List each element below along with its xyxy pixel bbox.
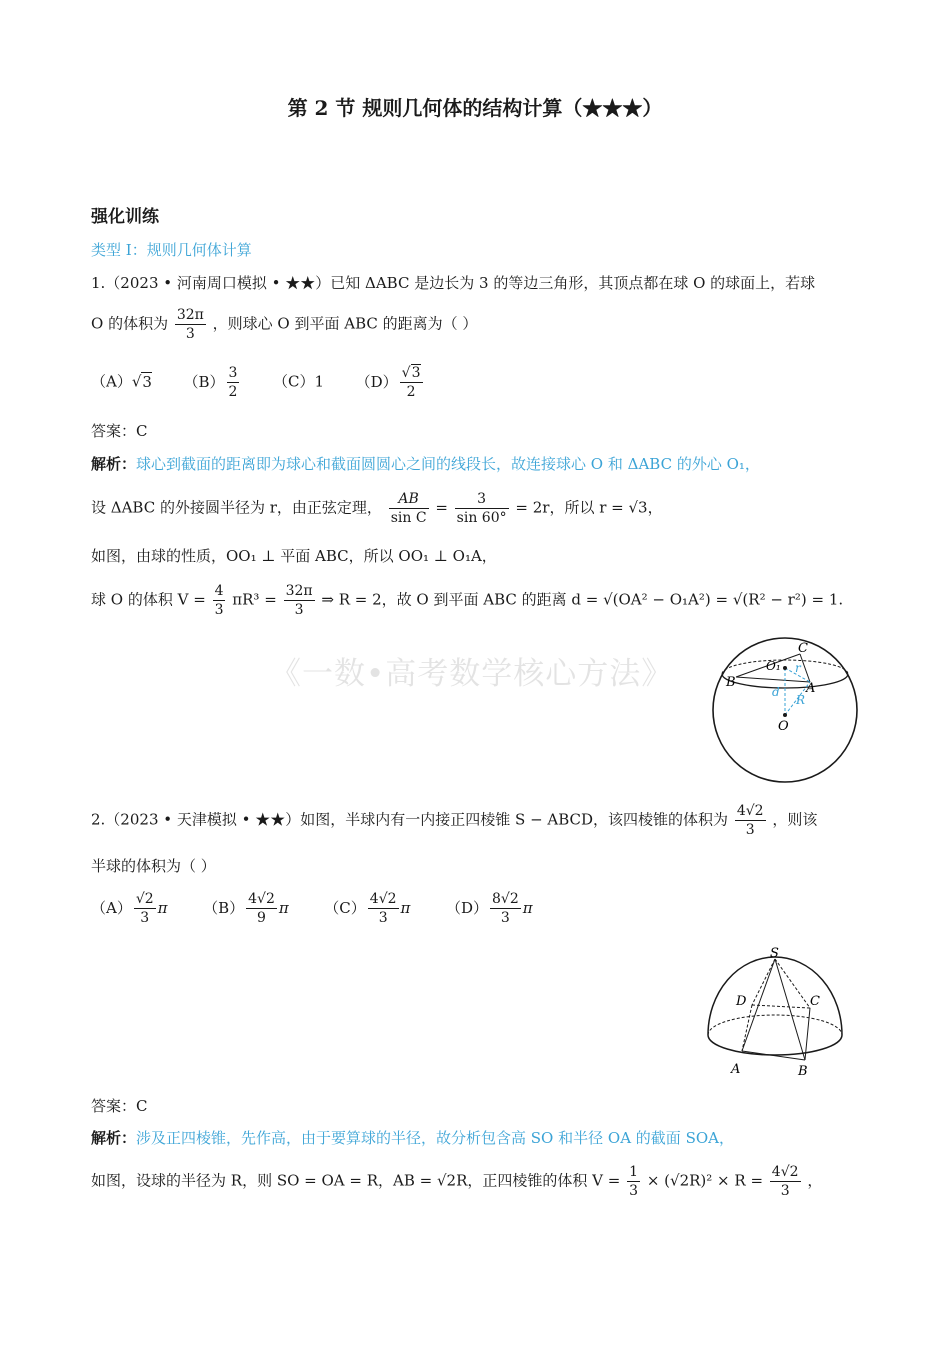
q2-stem-line2: 半球的体积为（ ） [91,857,216,875]
label-d: d [772,685,780,699]
edge-ba [736,677,810,682]
label-r: r [795,661,801,675]
q1-option-c[interactable]: （C）1 [273,372,325,391]
q2-analysis: 解析：涉及正四棱锥，先作高，由于要算球的半径，故分析包含高 SO 和半径 OA 的截面 SOA， [91,1129,734,1147]
q2-answer: 答案：C [91,1097,148,1115]
q2-option-b[interactable]: （B） $\frac{4√2}{9}$ π [203,891,289,926]
q2-step1: 如图，设球的半径为 R，则 SO = OA = R，AB = √2R，正四棱锥的体积 V = $\frac{1}{3}$ × (√2R)² × R = $\frac{4√2}{3}$ ， [91,1164,823,1199]
q1-stem-line2: O 的体积为 $\frac{32\pi}{3}$ ，则球心 O 到平面 ABC 的距离为（ ） [91,307,478,342]
q2-options [91,890,533,927]
label-a: A [806,681,816,696]
edge-sb [775,959,805,1060]
q1-option-a[interactable]: （A）√3 [91,372,152,391]
q1-option-b[interactable]: （B） $\frac{3}{2}$ [183,365,238,400]
edge-sc [775,959,810,1008]
edge-dc [752,1005,810,1008]
q1-stem-line1: 1.（2023 • 河南周口模拟 • ★★）已知 ΔABC 是边长为 3 的等边三角形，其顶点都在球 O 的球面上，若球 [91,274,816,292]
edge-ca [800,654,810,682]
q1-option-d[interactable]: （D） $\frac{√3}{2}$ [355,365,421,400]
watermark: 《一数•高考数学核心方法》 [270,656,674,692]
label-o1: O₁ [766,659,781,673]
label-b: B [726,675,736,690]
label-b: B [798,1064,808,1079]
hemisphere-dome [708,957,842,1035]
q1-options [91,364,425,401]
q1-answer: 答案：C [91,422,148,440]
q2-stem-line1: 2.（2023 • 天津模拟 • ★★）如图，半球内有一内接正四棱锥 S − ABCD，该四棱锥的体积为 $\frac{4√2}{3}$ ，则该 [91,803,818,838]
q2-hemisphere-figure [700,945,850,1080]
point-o1 [783,666,787,670]
label-c: C [810,994,820,1009]
q2-option-c[interactable]: （C） $\frac{4√2}{3}$ π [324,891,411,926]
label-c: C [798,641,808,656]
label-a: A [731,1062,741,1077]
label-R: R [796,693,806,707]
edge-sd [752,959,775,1005]
q1-step1: 设 ΔABC 的外接圆半径为 r，由正弦定理， $\frac{AB}{\text{sin C}}$ = $\frac{3}{\sin 60^\circ}$ = 2r，所以 r = √3， [91,491,663,526]
q2-option-d[interactable]: （D） $\frac{8√2}{3}$ π [445,891,533,926]
label-d: D [736,994,747,1009]
q1-analysis: 解析：球心到截面的距离即为球心和截面圆圆心之间的线段长，故连接球心 O 和 ΔABC 的外心 O₁， [91,455,760,473]
page-title: 第 2 节 规则几何体的结构计算（★★★） [287,96,663,120]
q2-option-a[interactable]: （A） $\frac{√2}{3}$ π [91,891,168,926]
q1-sphere-figure [700,630,870,790]
q1-volume-fraction: $\frac{32\pi}{3}$ [176,307,204,342]
label-s: S [770,946,779,961]
base-back-arc [708,1015,842,1035]
q1-step2: 如图，由球的性质，OO₁ ⊥ 平面 ABC，所以 OO₁ ⊥ O₁A， [91,547,497,565]
section-heading: 强化训练 [91,207,159,227]
label-o: O [778,719,789,734]
q1-step3: 球 O 的体积 V = $\frac{4}{3}$ πR³ = $\frac{32\pi}{3}$ ⇒ R = 2，故 O 到平面 ABC 的距离 d = √(OA² − O₁A²) = √(R² − r²) = 1. [91,583,844,618]
point-o [783,713,787,717]
base-front-arc [708,1035,842,1055]
edge-ab [742,1051,805,1060]
edge-sa [742,959,775,1051]
type-heading: 类型 Ⅰ：规则几何体计算 [91,241,252,259]
